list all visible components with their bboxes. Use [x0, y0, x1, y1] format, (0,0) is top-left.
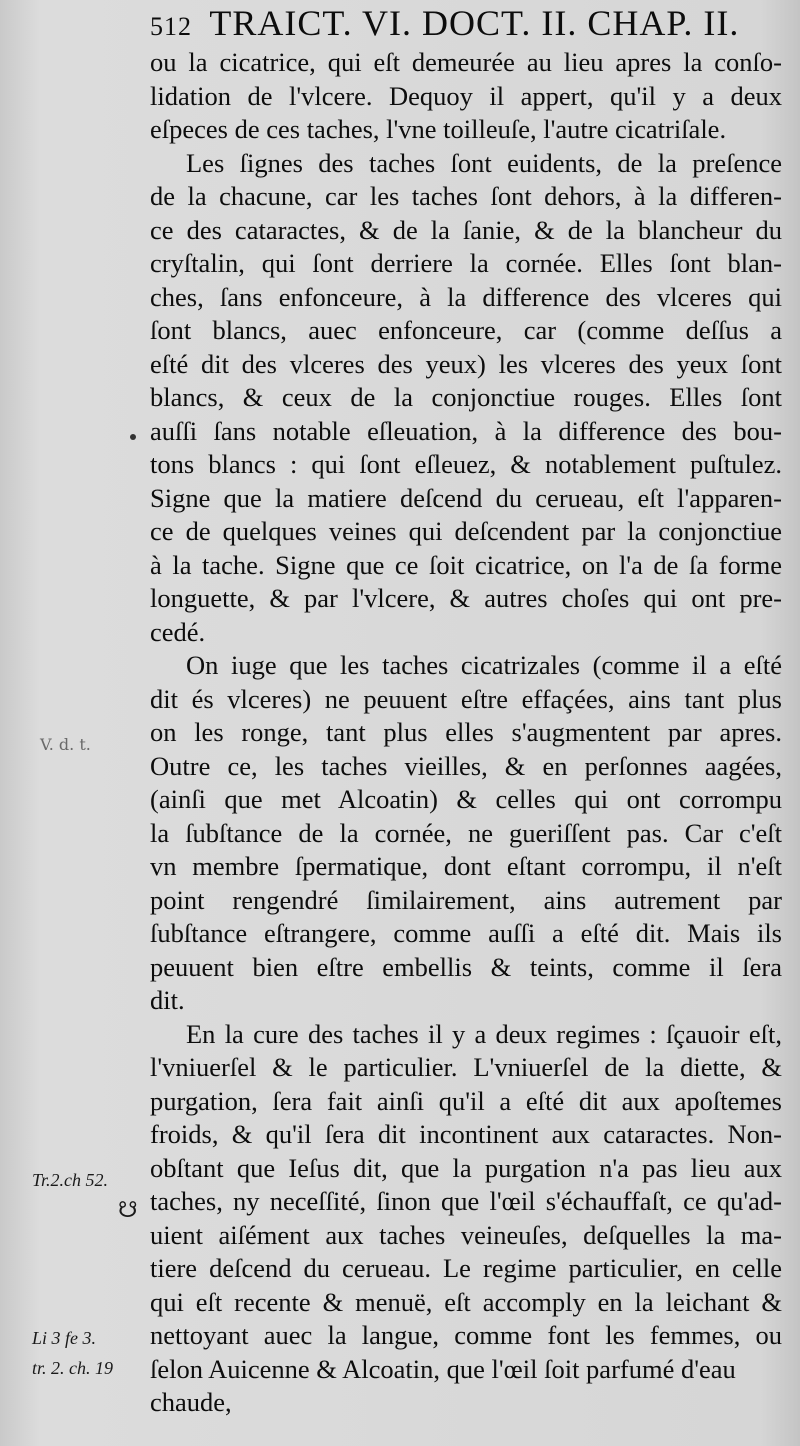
text-line: longuette, & par l'vlcere, & autres choſes qui ont pre- — [150, 583, 782, 613]
text-line: l'vniuerſel & le particulier. L'vniuerſel de la diette, & — [150, 1052, 782, 1082]
running-header — [150, 2, 800, 42]
text-line: à la tache. Signe que ce ſoit cicatrice, on l'a de ſa forme — [150, 549, 782, 580]
text-line: vn membre ſpermatique, dont eſtant corrompu, il n'eſt — [150, 851, 782, 881]
text-line: point rengendré ſimilairement, ains autrement par — [150, 884, 782, 915]
text-line: On iuge que les taches cicatrizales (comme il a eſté — [186, 650, 782, 680]
text-line: qui eſt recente & menuë, eſt accomply en la leichant & — [150, 1286, 782, 1317]
main-text — [150, 46, 782, 1420]
text-line: eſpeces de ces taches, l'vne toilleuſe, l'autre cicatriſale. — [150, 114, 727, 144]
reference-symbol-icon: ☋ — [118, 1198, 138, 1223]
running-title: TRAICT. VI. DOCT. II. CHAP. II. — [209, 3, 740, 43]
text-line: lidation de l'vlcere. Dequoy il appert, qu'il y a deux — [150, 80, 782, 111]
catchword: chaude, — [150, 1387, 232, 1417]
text-line: En la cure des taches il y a deux regimes : ſçauoir eſt, — [186, 1018, 782, 1049]
text-line: (ainſi que met Alcoatin) & celles qui ont corrompu — [150, 784, 782, 814]
text-line: ce des cataractes, & de la ſanie, & de la blancheur du — [150, 214, 782, 245]
text-line: cedé. — [150, 616, 206, 647]
text-line: peuuent bien eſtre embellis & teints, comme il ſera — [150, 951, 782, 982]
text-line: on les ronge, tant plus elles s'augmentent par apres. — [150, 717, 782, 747]
text-line: blancs, & ceux de la conjonctiue rouges. Elles ſont — [150, 382, 782, 412]
text-line: ſont blancs, auec enfonceure, car (comme deſſus a — [150, 315, 782, 345]
text-line: uient aiſément aux taches veineuſes, deſquelles la ma- — [150, 1219, 782, 1250]
margin-reference: Tr.2.ch 52. — [32, 1170, 109, 1190]
text-line: obſtant que Ieſus dit, que la purgation n'a pas lieu aux — [150, 1152, 782, 1183]
margin-reference: Li 3 fe 3. — [32, 1328, 97, 1348]
text-line: purgation, ſera fait ainſi qu'il a eſté dit aux apoſtemes — [150, 1085, 782, 1116]
text-line: dit és vlceres) ne peuuent eſtre effaçées, ains tant plus — [150, 683, 782, 714]
text-line: ce de quelques veines qui deſcendent par la conjonctiue — [150, 516, 782, 546]
text-line: auſſi ſans notable eſleuation, à la difference des bou- — [150, 415, 782, 446]
text-line: ſubſtance eſtrangere, comme auſſi a eſté dit. Mais ils — [150, 918, 782, 948]
text-line: taches, ny neceſſité, ſinon que l'œil s'échauffaſt, ce qu'ad- — [150, 1186, 782, 1216]
text-line: nettoyant auec la langue, comme font les femmes, ou — [150, 1320, 782, 1350]
text-line: la ſubſtance de la cornée, ne gueriſſent pas. Car c'eſt — [150, 817, 782, 848]
margin-reference: tr. 2. ch. 19 — [32, 1358, 113, 1378]
text-line: Signe que la matiere deſcend du cerueau, eſt l'apparen- — [150, 482, 782, 513]
text-line: ches, ſans enfonceure, à la difference des vlceres qui — [150, 281, 782, 312]
text-line: ou la cicatrice, qui eſt demeurée au lieu apres la conſo- — [150, 47, 782, 77]
text-line: eſté dit des vlceres des yeux) les vlceres des yeux ſont — [150, 348, 782, 379]
text-line: ſelon Auicenne & Alcoatin, que l'œil ſoit parfumé d'eau — [150, 1353, 736, 1384]
text-line: de la chacune, car les taches ſont dehors, à la differen- — [150, 181, 782, 211]
text-line: dit. — [150, 985, 185, 1015]
page-number: 512 — [150, 12, 192, 41]
text-line: Outre ce, les taches vieilles, & en perſonnes aagées, — [150, 750, 782, 781]
text-line: cryſtalin, qui ſont derriere la cornée. Elles ſont blan- — [150, 248, 782, 278]
text-line: froids, & qu'il ſera dit incontinent aux cataractes. Non- — [150, 1119, 782, 1149]
margin-dot — [130, 434, 136, 440]
text-line: tiere deſcend du cerueau. Le regime particulier, en celle — [150, 1253, 782, 1283]
faded-margin-mark: V. d. t. — [40, 735, 91, 754]
text-line: tons blancs : qui ſont eſleuez, & notablement puſtulez. — [150, 449, 782, 479]
text-line: Les ſignes des taches ſont euidents, de la preſence — [186, 147, 782, 178]
